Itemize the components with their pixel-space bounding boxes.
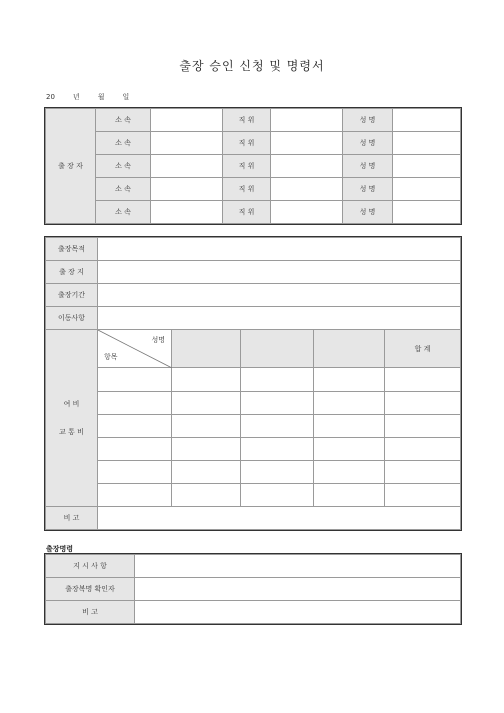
movement-label: 이동사항 bbox=[46, 307, 98, 330]
name-field[interactable] bbox=[393, 155, 461, 178]
total-cell[interactable] bbox=[385, 391, 461, 414]
amount-cell[interactable] bbox=[241, 414, 314, 437]
amount-cell[interactable] bbox=[241, 460, 314, 483]
expense-transport-label: 교 통 비 bbox=[59, 428, 84, 437]
position-field[interactable] bbox=[271, 155, 343, 178]
amount-cell[interactable] bbox=[314, 437, 385, 460]
amount-cell[interactable] bbox=[241, 437, 314, 460]
date-month: 월 bbox=[97, 93, 105, 101]
name-field[interactable] bbox=[393, 109, 461, 132]
travelers-label: 출 장 자 bbox=[46, 109, 96, 224]
purpose-label: 출장목적 bbox=[46, 238, 98, 261]
order-section-label: 출장명령 bbox=[46, 545, 74, 553]
dept-label: 소 속 bbox=[96, 155, 151, 178]
name-label: 성 명 bbox=[343, 109, 393, 132]
amount-cell[interactable] bbox=[241, 391, 314, 414]
document-title: 출장 승인 신청 및 명령서 bbox=[179, 59, 325, 73]
amount-cell[interactable] bbox=[172, 437, 241, 460]
amount-cell[interactable] bbox=[314, 483, 385, 506]
dept-label: 소 속 bbox=[96, 178, 151, 201]
movement-field[interactable] bbox=[98, 307, 461, 330]
item-cell[interactable] bbox=[98, 414, 172, 437]
amount-cell[interactable] bbox=[172, 414, 241, 437]
total-label: 합 계 bbox=[385, 330, 461, 368]
position-label: 직 위 bbox=[223, 178, 271, 201]
amount-cell[interactable] bbox=[241, 368, 314, 391]
name-field[interactable] bbox=[393, 201, 461, 224]
position-label: 직 위 bbox=[223, 132, 271, 155]
diagonal-header-cell bbox=[98, 330, 172, 368]
item-cell[interactable] bbox=[98, 437, 172, 460]
period-label: 출장기간 bbox=[46, 284, 98, 307]
amount-cell[interactable] bbox=[241, 483, 314, 506]
item-cell[interactable] bbox=[98, 460, 172, 483]
name-label: 성 명 bbox=[343, 201, 393, 224]
order-table bbox=[45, 554, 461, 624]
remarks-label: 비 고 bbox=[46, 506, 98, 529]
amount-cell[interactable] bbox=[314, 368, 385, 391]
amount-cell[interactable] bbox=[172, 460, 241, 483]
date-year-prefix: 20 bbox=[46, 93, 55, 101]
position-field[interactable] bbox=[271, 201, 343, 224]
position-field[interactable] bbox=[271, 109, 343, 132]
total-cell[interactable] bbox=[385, 437, 461, 460]
diag-item-label: 항목 bbox=[104, 353, 118, 362]
order-remarks-field[interactable] bbox=[135, 601, 461, 624]
name-header-cell[interactable] bbox=[172, 330, 241, 368]
order-remarks-label: 비 고 bbox=[46, 601, 135, 624]
name-label: 성 명 bbox=[343, 155, 393, 178]
expense-travel-label: 여 비 bbox=[63, 400, 80, 409]
item-cell[interactable] bbox=[98, 483, 172, 506]
position-label: 직 위 bbox=[223, 109, 271, 132]
dept-field[interactable] bbox=[151, 178, 223, 201]
dept-label: 소 속 bbox=[96, 201, 151, 224]
trip-table bbox=[45, 237, 461, 530]
name-label: 성 명 bbox=[343, 132, 393, 155]
amount-cell[interactable] bbox=[314, 414, 385, 437]
item-cell[interactable] bbox=[98, 368, 172, 391]
date-line bbox=[46, 92, 147, 102]
dept-label: 소 속 bbox=[96, 109, 151, 132]
position-label: 직 위 bbox=[223, 155, 271, 178]
name-field[interactable] bbox=[393, 178, 461, 201]
name-header-cell[interactable] bbox=[314, 330, 385, 368]
travelers-table bbox=[45, 108, 461, 224]
date-year: 년 bbox=[72, 93, 80, 101]
name-label: 성 명 bbox=[343, 178, 393, 201]
dept-label: 소 속 bbox=[96, 132, 151, 155]
place-field[interactable] bbox=[98, 261, 461, 284]
total-cell[interactable] bbox=[385, 414, 461, 437]
total-cell[interactable] bbox=[385, 460, 461, 483]
amount-cell[interactable] bbox=[172, 483, 241, 506]
amount-cell[interactable] bbox=[314, 391, 385, 414]
dept-field[interactable] bbox=[151, 201, 223, 224]
period-field[interactable] bbox=[98, 284, 461, 307]
place-label: 출 장 지 bbox=[46, 261, 98, 284]
diag-name-label: 성명 bbox=[151, 336, 165, 345]
amount-cell[interactable] bbox=[172, 391, 241, 414]
dept-field[interactable] bbox=[151, 132, 223, 155]
position-label: 직 위 bbox=[223, 201, 271, 224]
instructions-field[interactable] bbox=[135, 555, 461, 578]
total-cell[interactable] bbox=[385, 483, 461, 506]
item-cell[interactable] bbox=[98, 391, 172, 414]
amount-cell[interactable] bbox=[172, 368, 241, 391]
instructions-label: 지 시 사 항 bbox=[46, 555, 135, 578]
amount-cell[interactable] bbox=[314, 460, 385, 483]
remarks-field[interactable] bbox=[98, 506, 461, 529]
return-confirm-field[interactable] bbox=[135, 578, 461, 601]
purpose-field[interactable] bbox=[98, 238, 461, 261]
total-cell[interactable] bbox=[385, 368, 461, 391]
expense-label bbox=[46, 330, 98, 507]
position-field[interactable] bbox=[271, 178, 343, 201]
return-confirm-label: 출장복명 확인자 bbox=[46, 578, 135, 601]
dept-field[interactable] bbox=[151, 155, 223, 178]
position-field[interactable] bbox=[271, 132, 343, 155]
dept-field[interactable] bbox=[151, 109, 223, 132]
date-day: 일 bbox=[122, 93, 130, 101]
name-field[interactable] bbox=[393, 132, 461, 155]
name-header-cell[interactable] bbox=[241, 330, 314, 368]
